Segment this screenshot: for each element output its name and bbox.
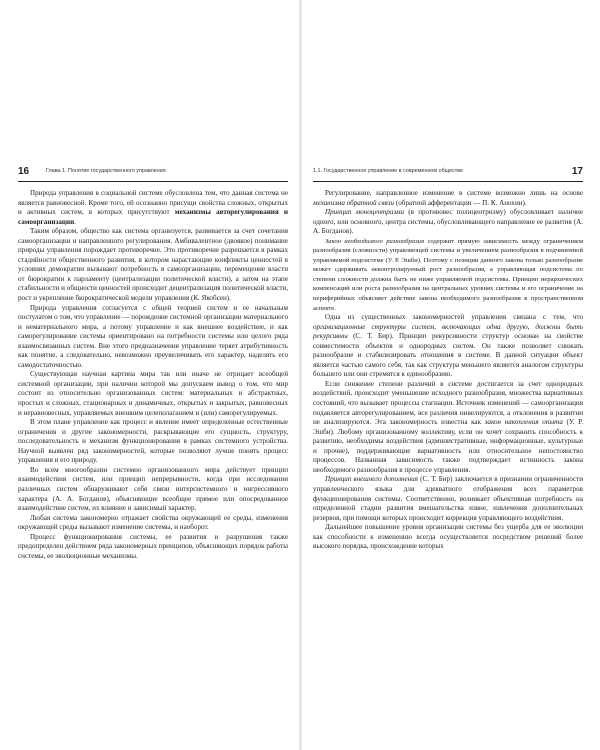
page-number: 16 bbox=[18, 166, 30, 177]
italic-term: Принцип внешнего дополнения bbox=[325, 475, 418, 484]
book-spine bbox=[299, 0, 302, 750]
running-head: 1.1. Государственное управление в современном обществе bbox=[313, 168, 464, 174]
italic-term: закон накопления опыта bbox=[484, 418, 563, 427]
paragraph: Принцип моноцентризма (в противовес полицентризму) обусловливает наличие одного, или основного, центра системы, обусловливающего направление ее развития (А. А. Богданов). bbox=[313, 208, 583, 236]
italic-term: механизма обратной связи bbox=[313, 198, 395, 207]
paragraph: Закон необходимого разнообразия содержит прямую зависимость между ограничением разнообразия (сложности) управляющей системы и увеличением разнообразия в подчиненной управляемой подсистеме (У. Р. Эшби). Поэтому с позиции данного закона только разнообразие может сдерживать неконтролируемый рост разнообразия, а управляющая подсистема по степени сложности должна быть не ниже управляемой подсистемы. Принцип иерархических компенсаций или роста разнообразия на центральных уровнях системы и его ограничение на периферийных объясняет действие закона необходимого разнообразия в пространственном аспекте. bbox=[313, 237, 583, 312]
paragraph: Процесс функционирования системы, ее развития и разрушения также предопределен действием ряда закономерных принципов, объясняющих порядок работы системы, ее эволюционные механизмы. bbox=[18, 532, 288, 560]
page-number: 17 bbox=[571, 166, 583, 177]
paragraph: Регулирование, направленное изменение в системе возможно лишь на основе механизма обратной связи (обратной афферентации — П. К. Анохин). bbox=[313, 189, 583, 207]
right-page-body bbox=[313, 189, 583, 552]
paragraph: В этом плане управление как процесс и явление имеет определенные естественные ограничения и другие закономерности, раскрывающие его сущность, структуру, последовательность и механизм функционирования в рамках системного устройства. Научной выявлен ряд закономерностей, которые позволяют лучше понять процесс управления и его природу. bbox=[18, 418, 288, 465]
paragraph: Таким образом, общество как система организуется, развивается за счет сочетания самоорганизации и направленного регулирования. Амбивалентное (двоякое) понимание природы управления порождает противоречие. Это противоречие разрешается в рамках стадийности общественного развития, в котором нарастающие конфликты ценностей в условиях демократии вызывают потребность в самоорганизации, перемещение власти от бюрократии к парламенту (централизации политической власти), а затем на этапе стабильности и общности ценностей происходит децентрализация политической власти, рост и укрепление бюрократической модели управления (К. Якобсен). bbox=[18, 227, 288, 303]
paragraph: Природа управления согласуется с общей теорией систем и ее начальным постулатом о том, что управление — порождение системной организации материального и нематериального мира, а потому управление и как внешнее воздействие, и как саморегулирование системы ориентировано на потребности системы или целого ряда взаимосвязанных систем. Вне этого предназначения управление теряет атрибутивность как понятие, а следовательно, невозможно преувеличивать его характер, наделять его самодостаточностью. bbox=[18, 303, 288, 369]
right-page bbox=[313, 166, 583, 552]
paragraph: Принцип внешнего дополнения (С. Т. Бир) заключается в признании ограниченности управленческого языка для адекватного отображения всех параметров функционирования системы. Соответственно, возникает объективная потребность на определенной стадии развития вмешательства извне, извлечения дополнительных резервов, при помощи которых происходит коррекция управляющего воздействия. bbox=[313, 475, 583, 522]
right-page-header bbox=[313, 166, 583, 182]
left-page-body bbox=[18, 189, 288, 561]
italic-term: организационные структуры систем, включающих одна другую, должны быть рекурсивны bbox=[313, 322, 583, 341]
paragraph: Одна из существенных закономерностей управления связана с тем, что организационные структуры систем, включающих одна другую, должны быть рекурсивны (С. Т. Бир). Принцип рекурсивности структур основан на свойстве совместимости объектов и однородных систем. Он также позволяет снижать разнообразие и стабилизировать отношения в системе. В данной ситуации объект является частью самого себя, так как структура меньшего является аналогом структуры большего или они стремятся к единообразию. bbox=[313, 313, 583, 379]
paragraph: Дальнейшее повышение уровня организации системы без ущерба для ее эволюции как способности к изменению всегда осуществляется посредством решений более высокого порядка, происхождение которых bbox=[313, 523, 583, 551]
paragraph: Любая система закономерно отражает свойства окружающей ее среды, изменения окружающей среды вызывают изменение системы, и наоборот. bbox=[18, 513, 288, 532]
bold-term: механизмы авторегулирования и самоорганизации bbox=[18, 208, 288, 226]
italic-term: Принцип моноцентризма bbox=[325, 208, 405, 217]
running-head: Глава 1. Понятие государственного управления bbox=[46, 168, 166, 174]
italic-term: Закон необходимого разнообразия bbox=[325, 237, 425, 245]
paragraph: Во всем многообразии системно организованного мира действует принцип взаимодействия систем, или принцип непрерывности, когда при исследовании различных систем обнаруживают себя связи интерсистемного и ингрессивного характера (А. А. Богданов), объясняющие всеобщее прямое или опосредованное взаимодействие систем, их влияние и зависимый характер. bbox=[18, 465, 288, 513]
left-page bbox=[18, 166, 288, 561]
paragraph: Природа управления в социальной системе обусловлена тем, что данная система не является равновесной. Кроме того, ей осознанно присущи свойства сложных, открытых и активных систем, в которых присутствуют механизмы авторегулирования и самоорганизации. bbox=[18, 189, 288, 226]
paragraph: Существующая научная картина мира так или иначе не отрицает всеобщей системной организации, при наличии которой мы допускаем вывод о том, что мир состоит из относительно организованных систем: материальных и абстрактных, простых и сложных, стационарных и динамичных, открытых и закрытых, равновесных и неравновесных, управляемых внешним целеполаганием и (или) саморегулируемых. bbox=[18, 370, 288, 417]
left-page-header bbox=[18, 166, 288, 182]
paragraph: Если снижение степени различий в системе достигается за счет однородных воздействий, происходит уменьшение исходного разнообразия, множества вариативных состояний, что вызывает процессы стагнации. Источник изменений — самоорганизация подавляется авторегулированием, все различия нивелируются, а отклонения в развитии не анализируются. Эта закономерность известна как закон накопления опыта (У. Р. Эшби). Любому организованному коллективу, если он хочет сохранить способность к развитию, необходимы воздействия (административные, информационные, культурные и прочие), поддерживающие вариативность или относительное непостоянство процессов. Названная зависимость также подтверждает истинность закона необходимого разнообразия в процессе управления. bbox=[313, 379, 583, 474]
